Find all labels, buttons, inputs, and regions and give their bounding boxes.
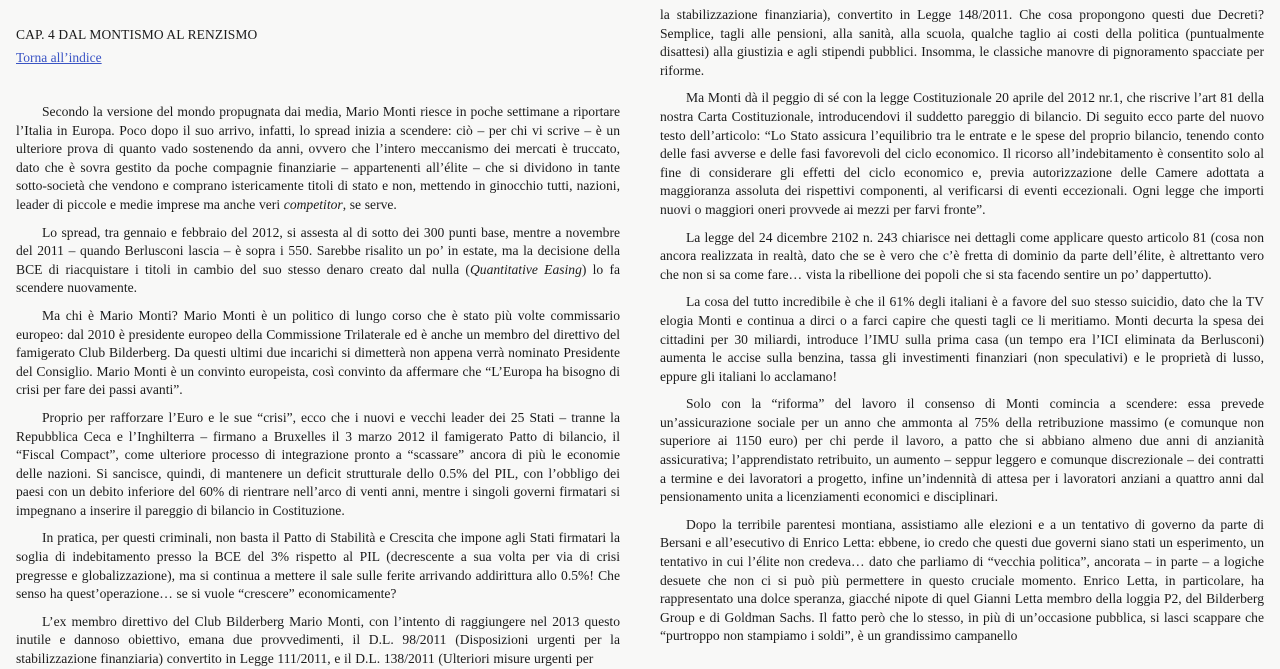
right-column-body (660, 6, 1264, 646)
left-column-body (16, 103, 620, 669)
emphasis: Quantitative Easing (469, 261, 582, 277)
back-to-index-link[interactable]: Torna all’indice (16, 50, 102, 65)
paragraph: Dopo la terribile parentesi montiana, assistiamo alle elezioni e a un tentativo di governo da parte di Bersani e all’esecutivo di Enrico Letta: ebbene, io credo che questi due governi siano stati un esperimento, un tentativo in cui l’élite non credeva… dato che parliamo di “vecchia politica”, ancorata – in parte – a logiche desuete che non ci si può più permettere in questo cruciale momento. Enrico Letta, in particolare, ha rappresentato una dolce speranza, giacché nipote di quel Gianni Letta membro della loggia P2, del Bilderberg Group e di Goldman Sachs. Il fatto però che lo stesso, in più di un’occasione pubblica, si lasci scappare che “purtroppo non stampiamo i soldi”, è un grandissimo campanello (660, 516, 1264, 644)
paragraph: Proprio per rafforzare l’Euro e le sue “crisi”, ecco che i nuovi e vecchi leader dei 25 Stati – tranne la Repubblica Ceca e l’Inghilterra – firmano a Bruxelles il 3 marzo 2012 il famigerato Patto di bilancio, il “Fiscal Compact”, come ulteriore processo di integrazione pronto a “scassare” ancora di più le economie delle nazioni. Si sancisce, quindi, di mantenere un deficit strutturale dello 0.5% del PIL, con l’obbligo dei paesi con un debito inferiore del 60% di rientrare nell’arco di venti anni, mentre i singoli governi firmatari si impegnano a inserire il pareggio di bilancio in Costituzione. (16, 409, 620, 518)
page-title: CAP. 4 DAL MONTISMO AL RENZISMO (16, 27, 258, 42)
paragraph: Lo spread, tra gennaio e febbraio del 2012, si assesta al di sotto dei 300 punti base, mentre a novembre del 2011 – quando Berlusconi lascia – è sopra i 550. Sarebbe risalito un po’ in estate, ma la decisione della BCE di riacquistare i titoli in cambio del suo stesso denaro creato dal nulla (Quantitative Easing) lo fa scendere nuovamente. (16, 224, 621, 296)
paragraph: L’ex membro direttivo del Club Bilderberg Mario Monti, con l’intento di raggiungere nel 2013 questo inutile e dannoso obiettivo, emana due provvedimenti, il D.L. 98/2011 (Disposizioni urgenti per la stabilizzazione finanziaria) convertito in Legge 111/2011, e il D.L. 138/2011 (Ulteriori misure urgenti per (16, 613, 620, 667)
paragraph: Ma chi è Mario Monti? Mario Monti è un politico di lungo corso che è stato più volte commissario europeo: dal 2010 è presidente europeo della Commissione Trilaterale ed è anche un membro del direttivo del famigerato Club Bilderberg. Da questi ultimi due incarichi si dimetterà non appena verrà nominato Presidente del Consiglio. Mario Monti è un convinto europeista, così convinto da affermare che “L’Europa ha bisogno di crisi per fare dei passi avanti”. (16, 307, 620, 398)
paragraph: In pratica, per questi criminali, non basta il Patto di Stabilità e Crescita che impone agli Stati firmatari la soglia di indebitamento presso la BCE del 3% rispetto al PIL (decrescente a sua volta per via di crisi pregresse e globalizzazione), ma si continua a mettere il sale sulle ferite arrivando addirittura allo 0.5%! Che senso ha quest’operazione… se si vuole “crescere” economicamente? (16, 530, 620, 602)
paragraph: La cosa del tutto incredibile è che il 61% degli italiani è a favore del suo stesso suicidio, dato che la TV elogia Monti e continua a dirci o a farci capire che questi tagli ce li meritiamo. Monti decurta la spesa dei cittadini per 30 miliardi, introduce l’IMU sulla prima casa (un tempo era l’ICI eliminata da Berlusconi) aumenta le accise sulla benzina, tassa gli investimenti finanziari (non speculativi) e le proprietà di lusso, eppure gli italiani lo acclamano! (660, 294, 1264, 384)
paragraph-continued: la stabilizzazione finanziaria), convertito in Legge 148/2011. Che cosa propongono questi due Decreti? Semplice, tagli alle pensioni, alla sanità, alla scuola, qualche taglio ai costi della politica (puntualmente disattesi) alla giustizia e agli stipendi pubblici. Insomma, le classiche manovre di pignoramento spacciate per riforme. (660, 7, 1264, 78)
emphasis: competitor (283, 196, 343, 212)
paragraph: Secondo la versione del mondo propugnata dai media, Mario Monti riesce in poche settimane a riportare l’Italia in Europa. Poco dopo il suo arrivo, infatti, lo spread inizia a scendere: ciò – per chi vi scrive – è un ulteriore prova di quanto vado sostenendo da anni, ovvero che l’intero meccanismo dei mercati è truccato, dato che è sovra gestito da poche compagnie finanziarie – appartenenti all’élite – che si dividono in tante sotto-società che vendono e comprano istericamente titoli di stato e non, mettendo in ginocchio tutti, nazioni, leader di piccole e medie imprese ma anche veri competitor, se serve. (16, 104, 620, 212)
paragraph: Ma Monti dà il peggio di sé con la legge Costituzionale 20 aprile del 2012 nr.1, che riscrive l’art 81 della nostra Carta Costituzionale, introducendovi il suddetto pareggio di bilancio. Di seguito ecco parte del nuovo testo dell’articolo: “Lo Stato assicura l’equilibrio tra le entrate e le spese del proprio bilancio, tenendo conto delle fasi avverse e delle fasi favorevoli del ciclo economico. Il ricorso all’indebitamento è consentito solo al fine di considerare gli effetti del ciclo economico e, previa autorizzazione delle Camere adottata a maggioranza assoluta dei rispettivi componenti, al verificarsi di eventi eccezionali. Ogni legge che importi nuovi o maggiori oneri provvede ai mezzi per farvi fronte”. (660, 90, 1264, 217)
paragraph: Solo con la “riforma” del lavoro il consenso di Monti comincia a scendere: essa prevede un’assicurazione sociale per un anno che ammonta al 75% della retribuzione massimo (e comunque non superiore ai 1150 euro) per chi perde il lavoro, a patto che si abbiano almeno due anni di anzianità assicurativa; l’apprendistato retribuito, un aumento – seppur leggero e comunque discrezionale – dei contratti a termine e dei lavoratori a progetto, infine un’indennità di attesa per i lavoratori anziani a quattro anni dal pensionamento unita a licenziamenti economici e disciplinari. (660, 396, 1264, 505)
paragraph: La legge del 24 dicembre 2102 n. 243 chiarisce nei dettagli come applicare questo articolo 81 (cosa non ancora realizzata in realtà, dato che se è vero che c’è fretta di dominio da parte dell’élite, è altrettanto vero che non si sa come fare… vista la ribellione dei popoli che si sta facendo sentire un po’ dappertutto). (660, 229, 1264, 282)
right-column (640, 0, 1280, 646)
